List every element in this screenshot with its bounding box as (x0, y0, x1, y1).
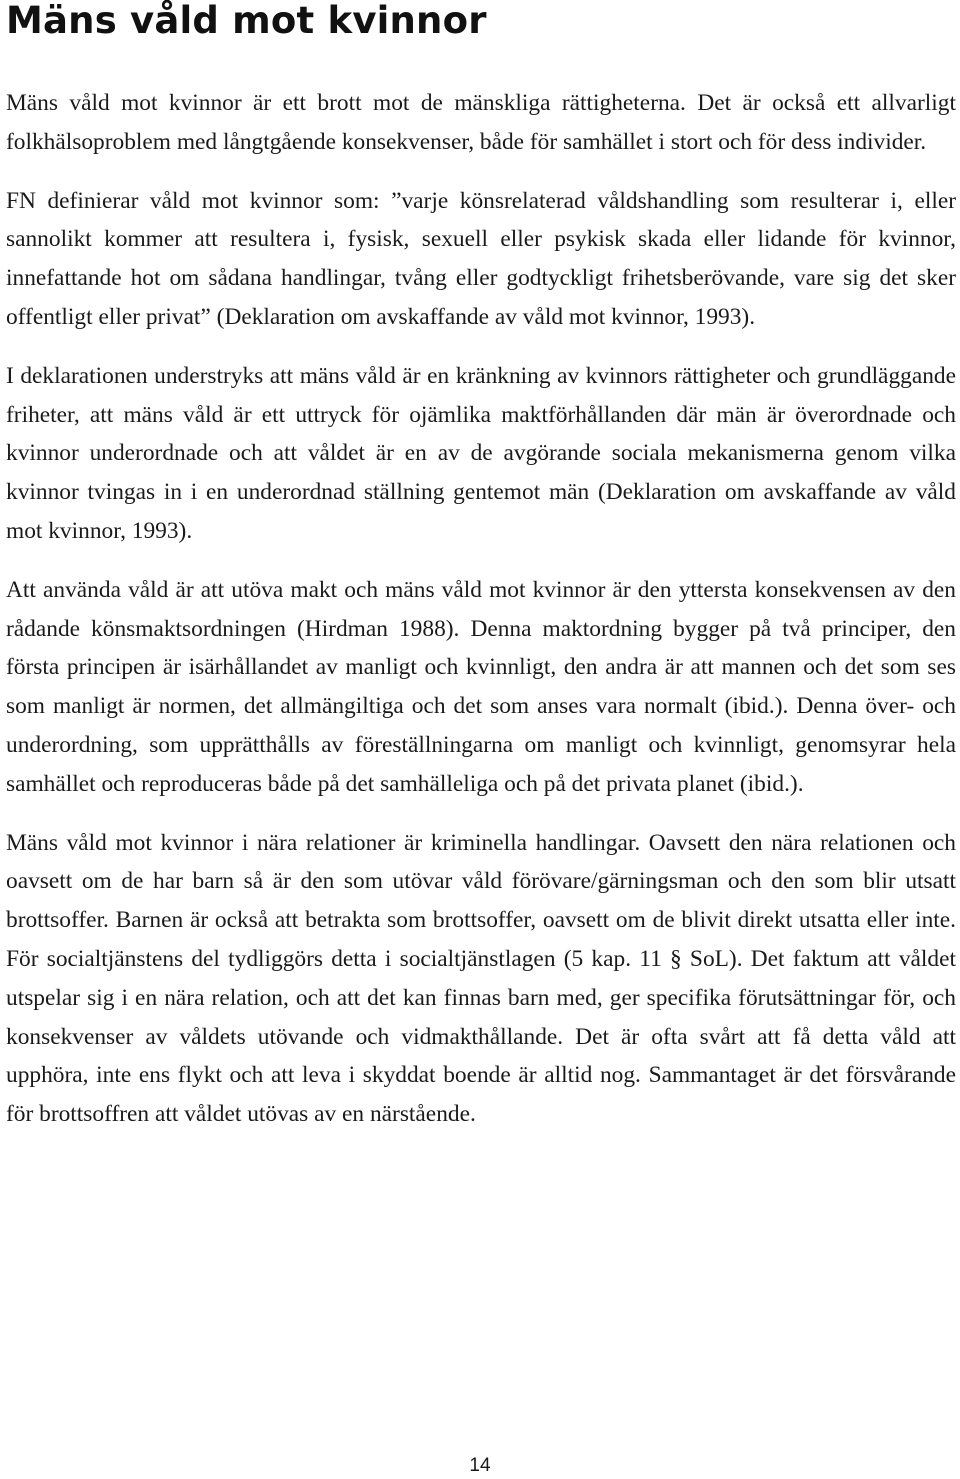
page-number: 14 (469, 1455, 491, 1476)
paragraph-intro: Mäns våld mot kvinnor är ett brott mot de mänskliga rättigheterna. Det är också ett allvarligt folkhälsoproblem med långtgående konsekvenser, både för samhället i stort och för dess individer. (6, 90, 956, 155)
paragraph-power-order: Att använda våld är att utöva makt och mäns våld mot kvinnor är den yttersta konsekvensen av den rådande könsmaktsordningen (Hirdman 1988). Denna maktordning bygger på två principer, den första principen är isärhållandet av manligt och kvinnligt, den andra är att mannen och det som ses som manligt är normen, det allmängiltiga och det som anses vara normalt (ibid.). Denna över- och underordning, som upprätthålls av föreställningarna om manligt och kvinnligt, genomsyrar hela samhället och reproduceras både på det samhälleliga och på det privata planet (ibid.). (6, 576, 956, 797)
paragraph-un-definition: FN definierar våld mot kvinnor som: ”varje könsrelaterad våldshandling som resulterar i, eller sannolikt kommer att resultera i, fysisk, sexuell eller psykisk skada eller lidande för kvinnor, innefattande hot om sådana handlingar, tvång eller godtyckligt frihetsberövande, vare sig det sker offentligt eller privat” (Deklaration om avskaffande av våld mot kvinnor, 1993). (6, 187, 956, 330)
section-heading: Mäns våld mot kvinnor (6, 0, 487, 42)
paragraph-close-relations: Mäns våld mot kvinnor i nära relationer är kriminella handlingar. Oavsett den nära relationen och oavsett om de har barn så är den som utövar våld förövare/gärningsman och den som blir utsatt brottsoffer. Barnen är också att betrakta som brottsoffer, oavsett om de blivit direkt utsatta eller inte. För socialtjänstens del tydliggörs detta i socialtjänstlagen (5 kap. 11 § SoL). Det faktum att våldet utspelar sig i en nära relation, och att det kan finnas barn med, ger specifika förutsättningar för, och konsekvenser av våldets utövande och vidmakthållande. Det är ofta svårt att få detta våld att upphöra, inte ens flykt och att leva i skyddat boende är alltid nog. Sammantaget är det försvårande för brottsoffren att våldet utövas av en närstående. (6, 829, 956, 1128)
paragraph-declaration: I deklarationen understryks att mäns våld är en kränkning av kvinnors rättigheter och grundläggande friheter, att mäns våld är ett uttryck för ojämlika maktförhållanden där män är överordnade och kvinnor underordnade och att våldet är en av de avgörande sociala mekanismerna genom vilka kvinnor tvingas in i en underordnad ställning gentemot män (Deklaration om avskaffande av våld mot kvinnor, 1993). (6, 362, 956, 544)
body-text (6, 84, 956, 1154)
